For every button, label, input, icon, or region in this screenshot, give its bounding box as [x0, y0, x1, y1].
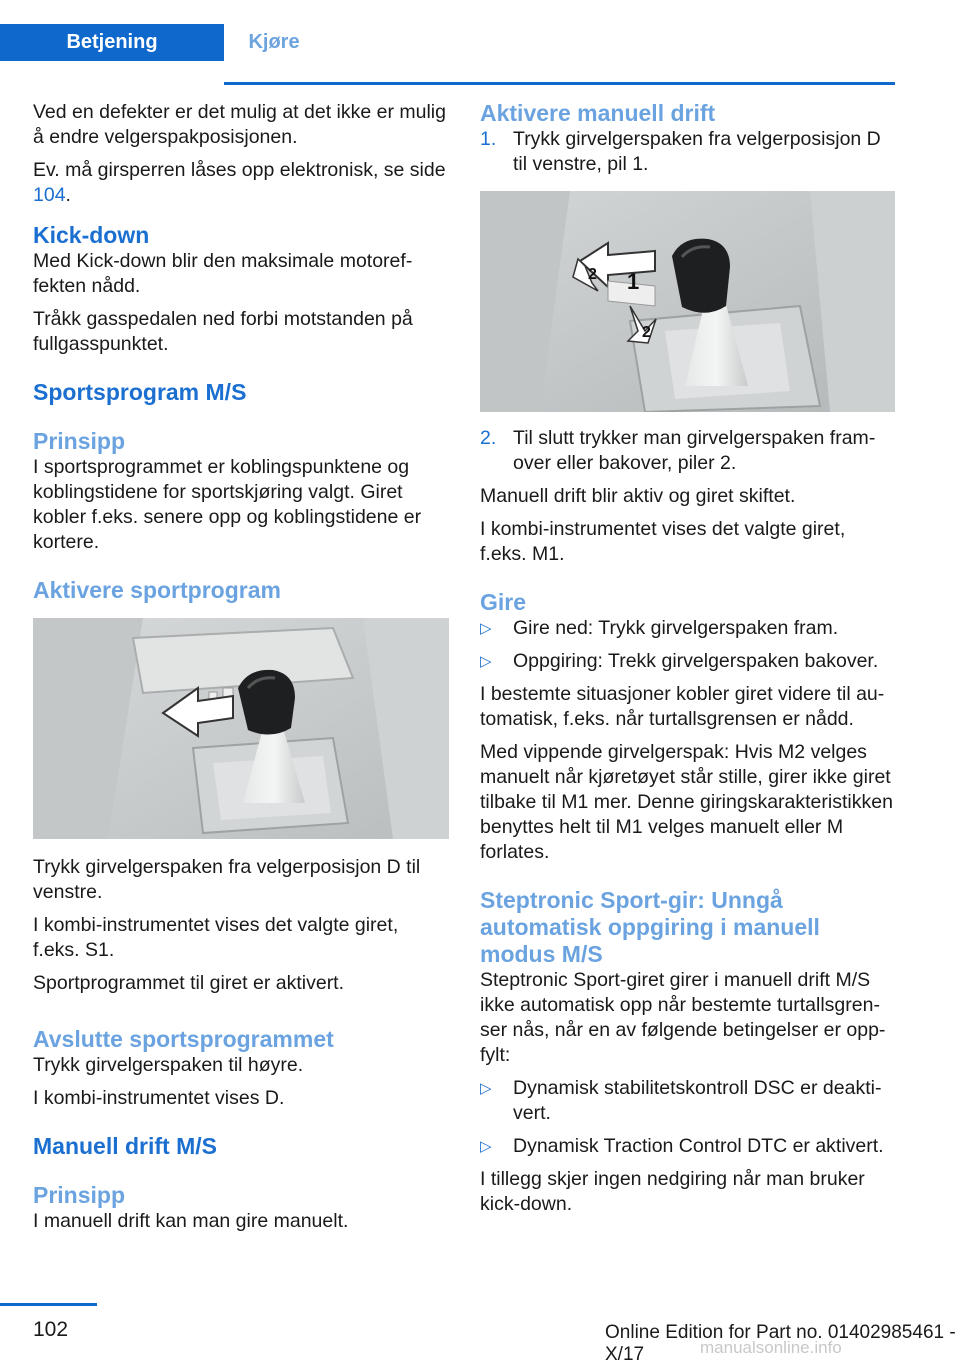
paragraph: Ved en defekter er det mulig at det ikke er mulig å endre velgerspakposisjonen.: [33, 101, 446, 148]
arrow-label-2-bottom: 2: [642, 324, 651, 341]
subsection-heading: Avslutte sportsprogrammet: [33, 1026, 334, 1052]
section-heading: Manuell drift M/S: [33, 1133, 217, 1159]
paragraph: Ev. må girsperren låses opp elektronisk, se side 104.: [33, 159, 446, 206]
paragraph: Sportprogrammet til giret er aktivert.: [33, 972, 345, 994]
list-item: ▷ Dynamisk Traction Control DTC er aktivert.: [480, 1135, 884, 1157]
paragraph: I sportsprogrammet er koblingspunktene og koblingstidene for sportskjøring valgt. Giret kobler f.eks. senere opp og koblingstidene er kortere.: [33, 456, 422, 553]
header-tabbar: [0, 24, 895, 61]
step-number: 1.: [480, 128, 497, 150]
paragraph: Med Kick-down blir den maksimale motoreffekten nådd.: [33, 250, 413, 297]
paragraph: Trykk girvelgerspaken fra velgerposisjon D til venstre.: [33, 856, 421, 903]
watermark: manualsonline.info: [700, 1338, 842, 1357]
edition-note: Online Edition for Part no. 01402985461 - X/17: [605, 1322, 956, 1365]
subsection-heading: Steptronic Sport-gir: Unngå automatisk oppgiring i manuell modus M/S: [480, 887, 820, 967]
paragraph: I tillegg skjer ingen nedgiring når man bruker kick-down.: [480, 1168, 865, 1215]
step-text: Til slutt trykker man girvelgerspaken framover eller bakover, piler 2.: [513, 427, 876, 474]
tab-kjore[interactable]: Kjøre: [248, 31, 300, 53]
page-link[interactable]: 104: [33, 184, 66, 206]
page-number: 102: [33, 1318, 69, 1341]
paragraph: I manuell drift kan man gire manuelt.: [33, 1210, 349, 1232]
paragraph: I bestemte situasjoner kobler giret videre til automatisk, f.eks. når turtallsgrensen er nådd.: [480, 683, 885, 730]
step-number: 2.: [480, 427, 497, 449]
gear-lever-manual-photo: [480, 191, 895, 412]
paragraph: Tråkk gasspedalen ned forbi motstanden på fullgasspunktet.: [33, 308, 413, 355]
list-item: ▷ Gire ned: Trykk girvelgerspaken fram.: [480, 617, 839, 639]
subsection-heading: Aktivere manuell drift: [480, 100, 716, 126]
list-item: ▷ Dynamisk stabilitetskontroll DSC er deaktivert.: [480, 1077, 882, 1124]
step-item: [480, 426, 896, 476]
paragraph: Steptronic Sport-giret girer i manuell drift M/S ikke automatisk opp når bestemte turtallsgrenser nås, når en av følgende betingelser er oppfylt:: [480, 969, 886, 1066]
subsection-heading: Gire: [480, 589, 527, 615]
step-text: Trykk girvelgerspaken fra velgerposisjon D til venstre, pil 1.: [513, 128, 881, 175]
subsection-heading: Prinsipp: [33, 1182, 126, 1208]
bullet-triangle-icon: ▷: [480, 620, 492, 637]
section-heading: Kick-down: [33, 222, 150, 248]
bullet-triangle-icon: ▷: [480, 653, 492, 670]
paragraph: I kombi-instrumentet vises det valgte giret, f.eks. M1.: [480, 518, 846, 565]
right-column: [480, 100, 896, 1225]
paragraph: I kombi-instrumentet vises det valgte giret, f.eks. S1.: [33, 914, 399, 961]
subsection-heading: Aktivere sportprogram: [33, 577, 281, 603]
step-item: [480, 127, 896, 177]
paragraph: Trykk girvelgerspaken til høyre.: [33, 1054, 304, 1076]
left-column: [33, 100, 449, 1242]
bullet-triangle-icon: ▷: [480, 1080, 492, 1097]
paragraph: Med vippende girvelgerspak: Hvis M2 velges manuelt når kjøretøyet står stille, girer ikke giret tilbake til M1 mer. Denne giringskarakteristikken benyttes helt til M1 velges manuelt eller M forlates.: [480, 741, 893, 863]
list-item: ▷ Oppgiring: Trekk girvelgerspaken bakover.: [480, 650, 879, 672]
paragraph: I kombi-instrumentet vises D.: [33, 1087, 285, 1109]
tab-betjening[interactable]: Betjening: [0, 24, 224, 61]
footer-rule: [0, 1303, 97, 1306]
arrow-label-2-top: 2: [588, 266, 597, 283]
arrow-label-1: 1: [627, 269, 640, 294]
paragraph: Manuell drift blir aktiv og giret skiftet.: [480, 485, 796, 507]
gear-lever-photo: [33, 618, 449, 839]
section-heading: Sportsprogram M/S: [33, 379, 247, 405]
subsection-heading: Prinsipp: [33, 428, 126, 454]
header-rule: [224, 82, 895, 85]
bullet-triangle-icon: ▷: [480, 1138, 492, 1155]
